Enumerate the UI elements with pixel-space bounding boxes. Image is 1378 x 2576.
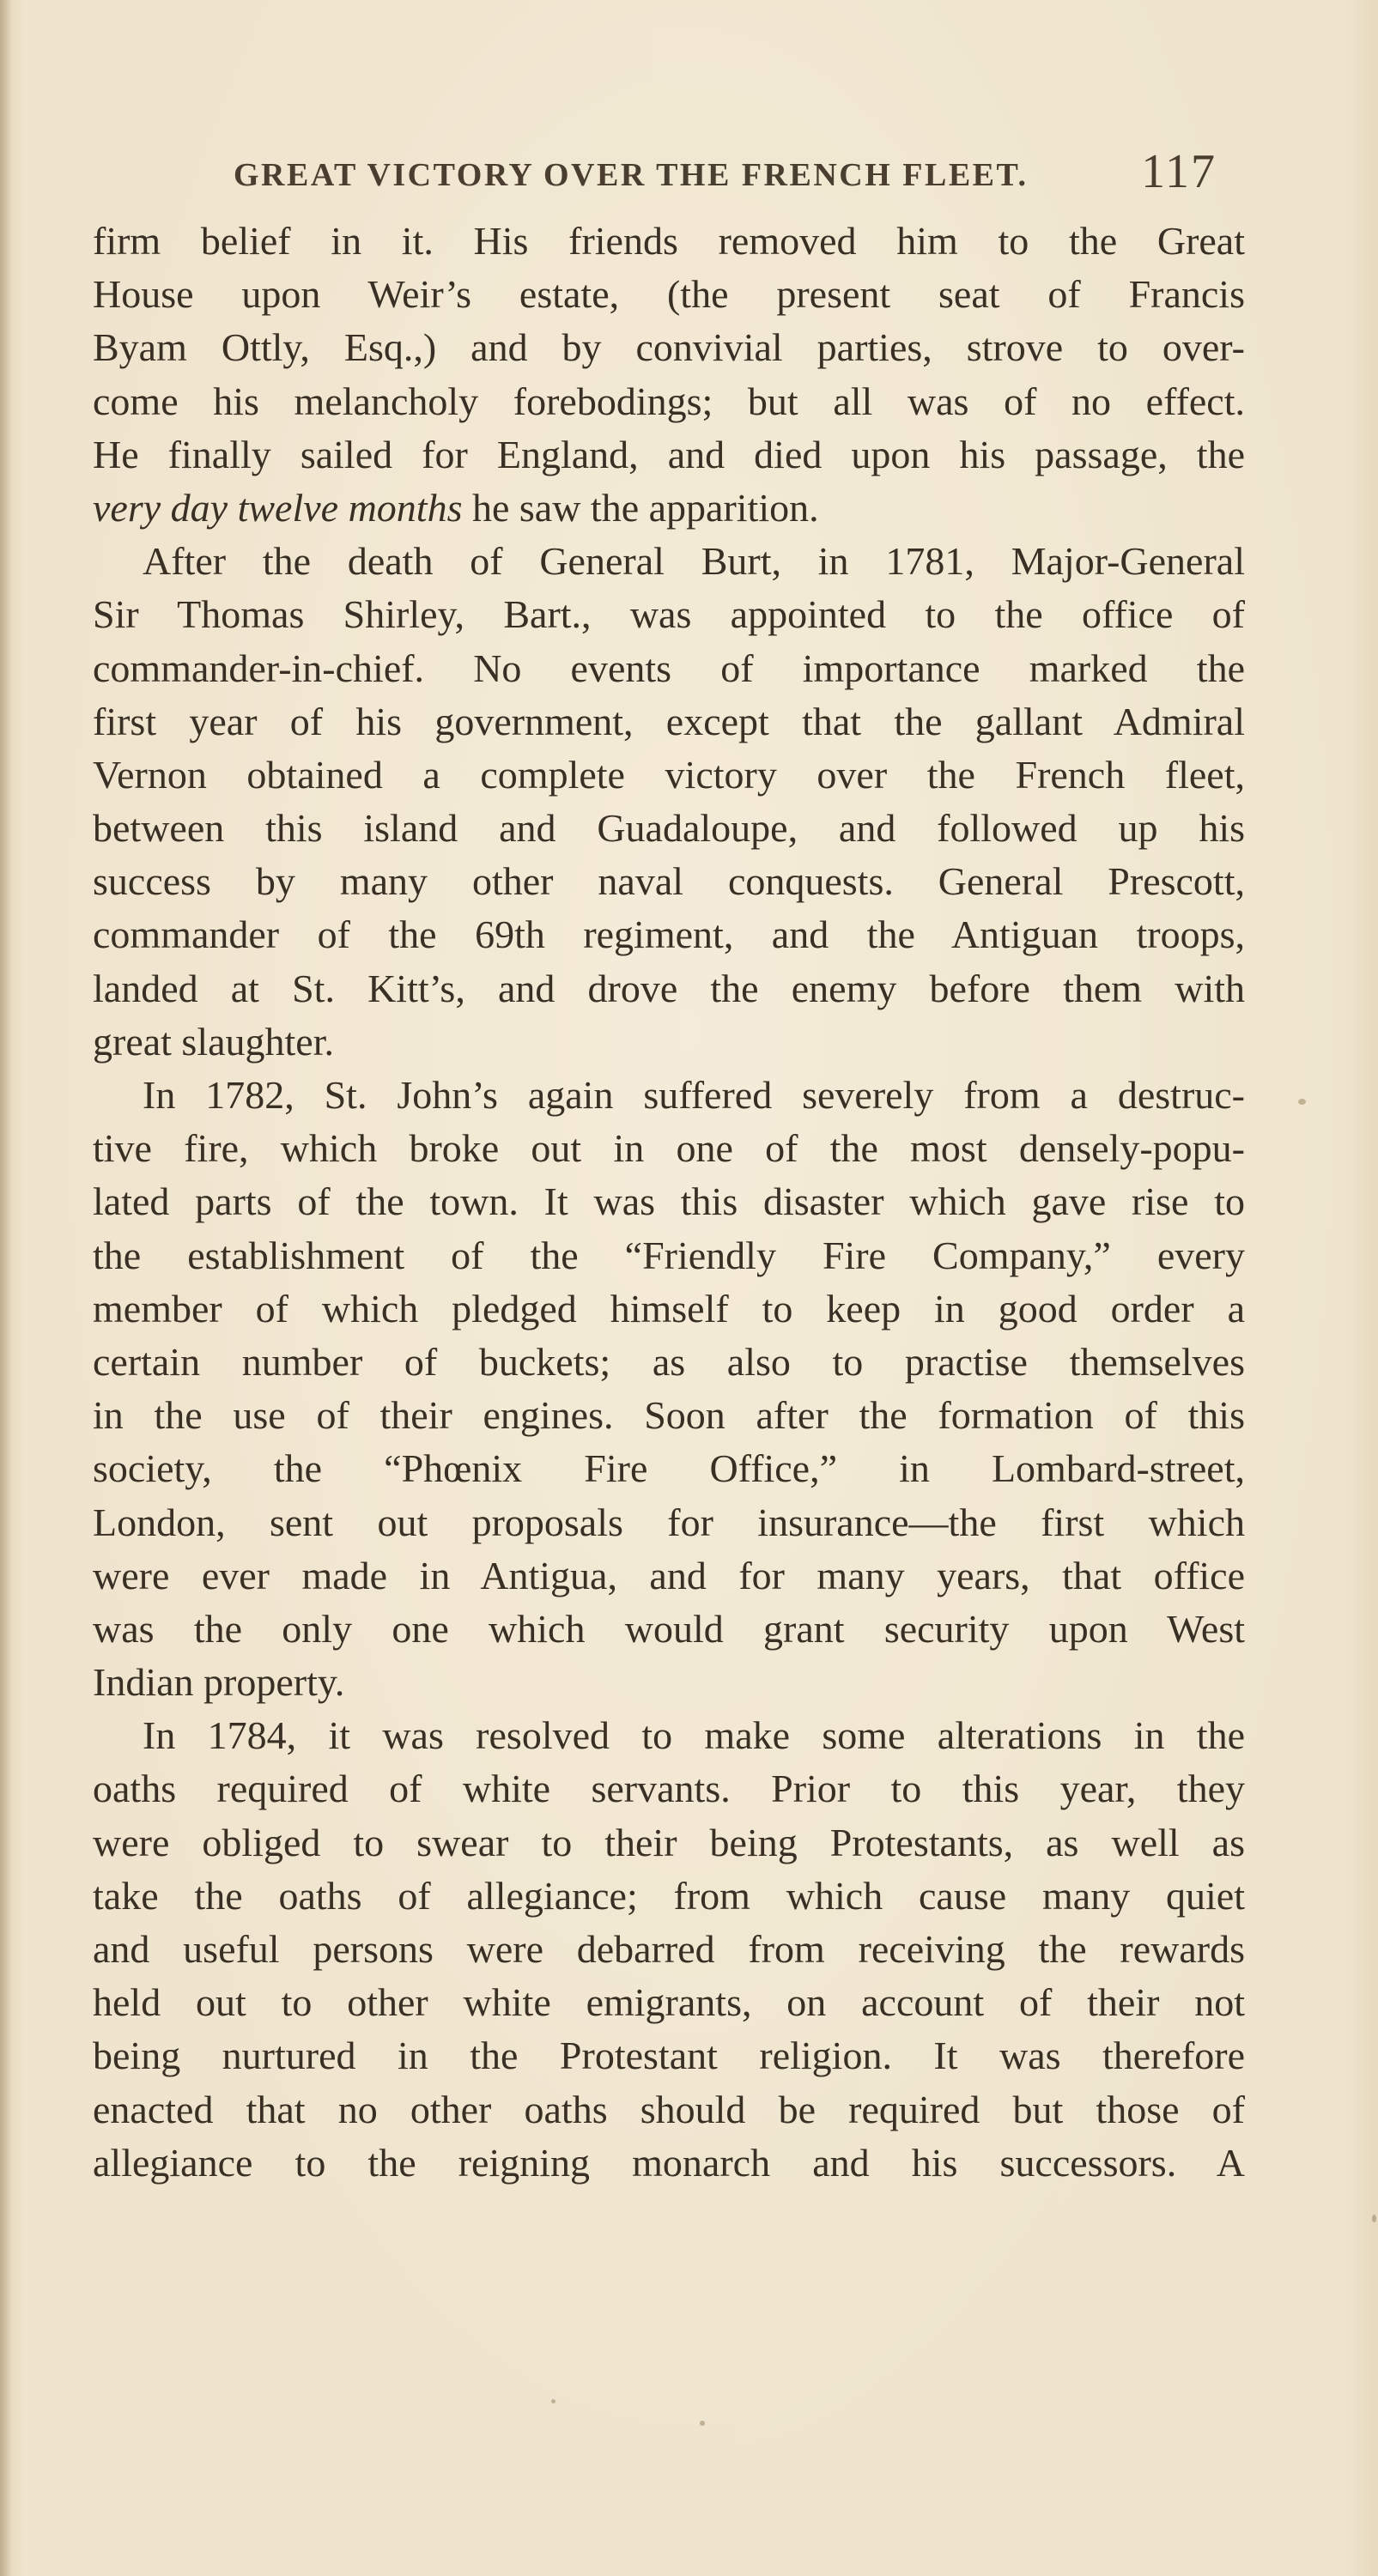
text-line: landed at St. Kitt’s, and drove the enemy before them with bbox=[93, 966, 1245, 1010]
text-line: lated parts of the town. It was this disaster which gave rise to bbox=[93, 1179, 1245, 1224]
paper-speck bbox=[551, 2399, 555, 2403]
italic-phrase: very day twelve months bbox=[93, 485, 463, 530]
text-line: were obliged to swear to their being Protestants, as well as bbox=[93, 1820, 1245, 1864]
paper-speck bbox=[1298, 1099, 1306, 1105]
text-line: success by many other naval conquests. General Prescott, bbox=[93, 859, 1245, 904]
text-line: After the death of General Burt, in 1781, Major-General bbox=[143, 539, 1245, 584]
text-span: he saw the apparition. bbox=[462, 485, 819, 530]
text-line: come his melancholy forebodings; but all was of no effect. bbox=[93, 379, 1245, 423]
text-line: tive fire, which broke out in one of the most densely-popu- bbox=[93, 1126, 1245, 1171]
text-line: in the use of their engines. Soon after the formation of this bbox=[93, 1393, 1245, 1438]
text-line: firm belief in it. His friends removed him to the Great bbox=[93, 219, 1245, 263]
text-line: and useful persons were debarred from receiving the rewards bbox=[93, 1927, 1245, 1971]
text-line: member of which pledged himself to keep in good order a bbox=[93, 1286, 1245, 1330]
page-number: 117 bbox=[1141, 145, 1217, 198]
text-line: Vernon obtained a complete victory over the French fleet, bbox=[93, 752, 1245, 797]
text-line: between this island and Guadaloupe, and followed up his bbox=[93, 806, 1245, 851]
text-line: London, sent out proposals for insurance—the first which bbox=[93, 1500, 1245, 1544]
body-text bbox=[93, 215, 1245, 2190]
text-line: being nurtured in the Protestant religion. It was therefore bbox=[93, 2034, 1245, 2078]
text-line: certain number of buckets; as also to practise themselves bbox=[93, 1339, 1245, 1384]
text-line: commander of the 69th regiment, and the Antiguan troops, bbox=[93, 912, 1245, 957]
running-head bbox=[199, 144, 1217, 204]
text-line: allegiance to the reigning monarch and his successors. A bbox=[93, 2140, 1245, 2185]
text-line: Indian property. bbox=[93, 1660, 345, 1705]
text-line: commander-in-chief. No events of importance marked the bbox=[93, 646, 1245, 690]
text-line: take the oaths of allegiance; from which cause many quiet bbox=[93, 1873, 1245, 1918]
text-line: society, the “Phœnix Fire Office,” in Lombard-street, bbox=[93, 1446, 1245, 1491]
text-line: oaths required of white servants. Prior to this year, they bbox=[93, 1767, 1245, 1811]
text-line: House upon Weir’s estate, (the present seat of Francis bbox=[93, 272, 1245, 317]
spine-shadow bbox=[0, 0, 12, 2576]
paper-speck bbox=[700, 2421, 705, 2426]
text-line: was the only one which would grant security upon West bbox=[93, 1606, 1245, 1651]
text-line: In 1782, St. John’s again suffered severely from a destruc- bbox=[143, 1073, 1245, 1117]
text-line: held out to other white emigrants, on account of their not bbox=[93, 1980, 1245, 2025]
text-line: were ever made in Antigua, and for many years, that office bbox=[93, 1553, 1245, 1597]
text-line: He finally sailed for England, and died upon his passage, the bbox=[93, 432, 1245, 476]
text-line: In 1784, it was resolved to make some alterations in the bbox=[143, 1713, 1245, 1758]
text-line: Sir Thomas Shirley, Bart., was appointed to the office of bbox=[93, 592, 1245, 637]
running-title: GREAT VICTORY OVER THE FRENCH FLEET. bbox=[234, 157, 1029, 193]
text-line: first year of his government, except that the gallant Admiral bbox=[93, 699, 1245, 743]
text-line: enacted that no other oaths should be required but those of bbox=[93, 2087, 1245, 2131]
text-line: the establishment of the “Friendly Fire Company,” every bbox=[93, 1233, 1245, 1277]
text-line: Byam Ottly, Esq.,) and by convivial parties, strove to over- bbox=[93, 325, 1245, 370]
text-line bbox=[93, 482, 1245, 535]
paper-speck bbox=[1372, 2215, 1376, 2222]
text-line: great slaughter. bbox=[93, 1019, 335, 1064]
